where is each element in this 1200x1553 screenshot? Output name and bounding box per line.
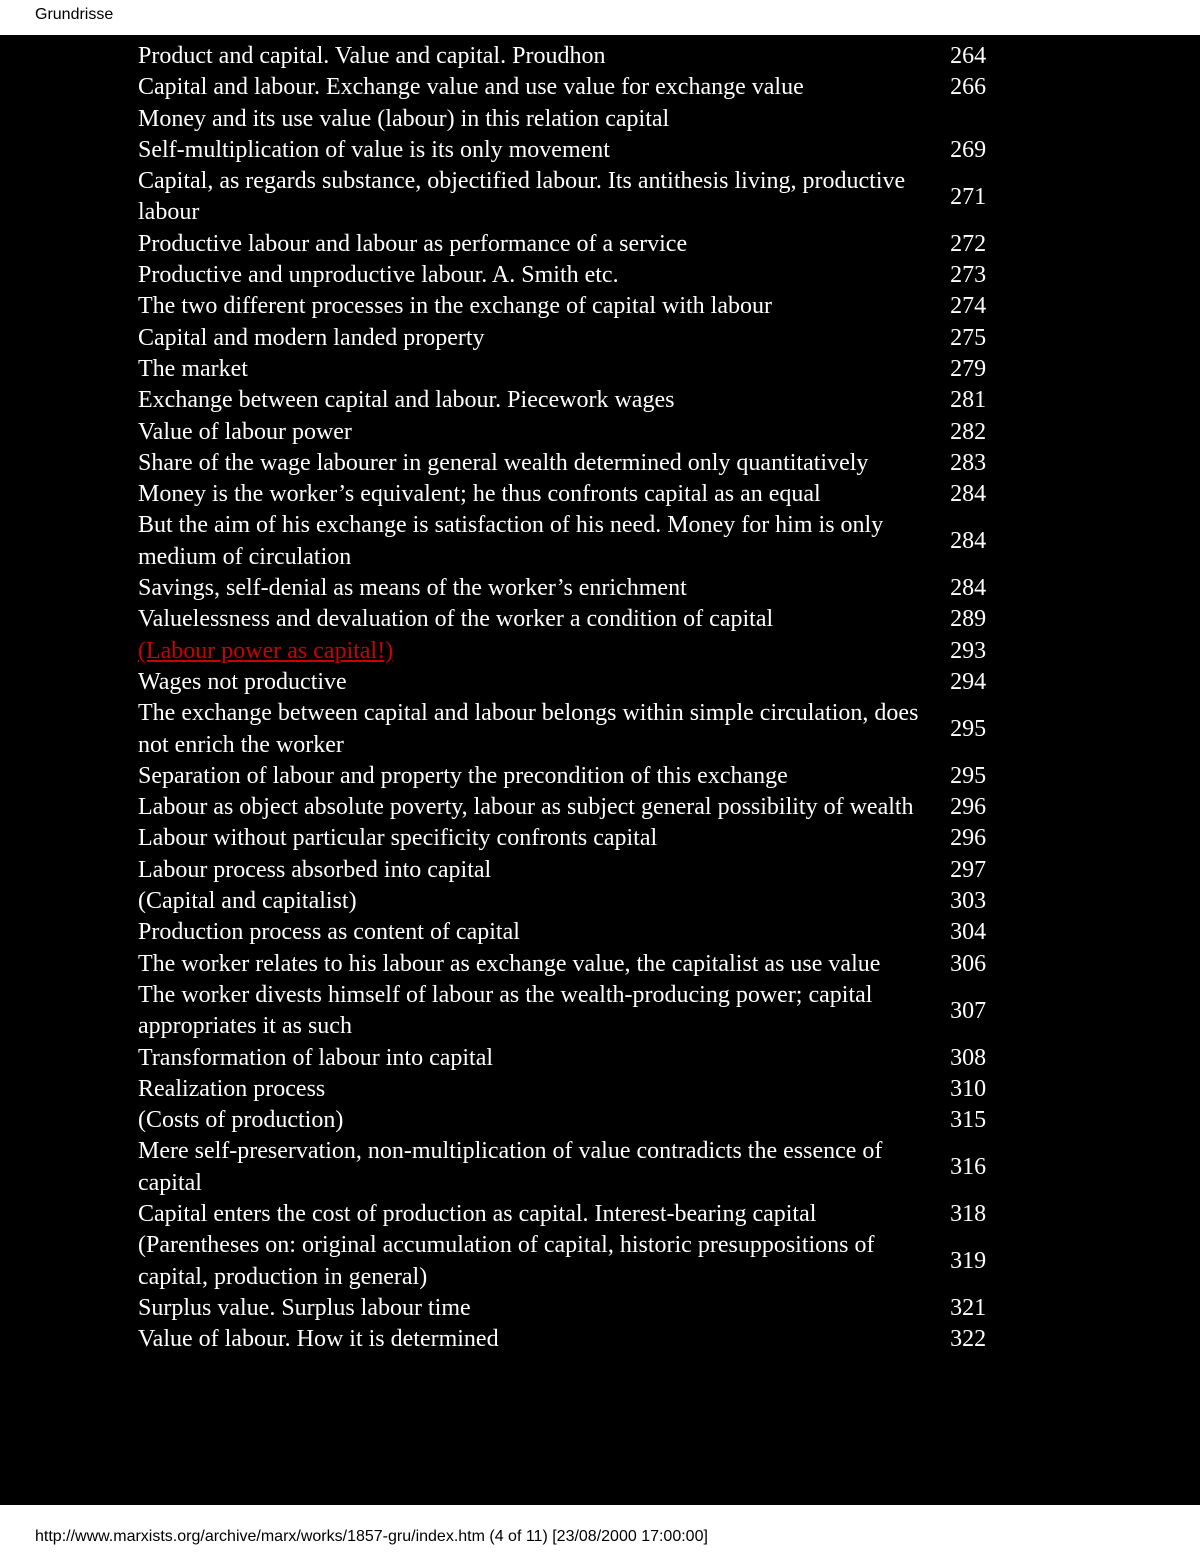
toc-entry-page xyxy=(948,104,998,135)
toc-entry-title: The exchange between capital and labour belongs within simple circulation, does not enrich the worker xyxy=(138,700,919,758)
toc-entry-title-cell xyxy=(138,980,948,1043)
toc-row xyxy=(138,323,998,354)
toc-entry-page: 283 xyxy=(950,449,987,476)
toc-row xyxy=(138,636,998,667)
toc-entry-title: Wages not productive xyxy=(138,668,347,695)
toc-entry-title-cell xyxy=(138,104,948,135)
toc-entry-title-cell xyxy=(138,260,948,291)
toc-row xyxy=(138,354,998,385)
toc-row xyxy=(138,917,998,948)
toc-entry-title-cell xyxy=(138,448,948,479)
toc-row xyxy=(138,72,998,103)
toc-entry-title: The two different processes in the exchange of capital with labour xyxy=(138,293,772,320)
toc-entry-page: 284 xyxy=(950,481,987,508)
toc-entry-title-cell xyxy=(138,1199,948,1230)
toc-entry-title-cell xyxy=(138,949,948,980)
toc-row xyxy=(138,448,998,479)
toc-row xyxy=(138,1074,998,1105)
toc-entry-title: Exchange between capital and labour. Piecework wages xyxy=(138,387,675,414)
toc-entry-title: Value of labour. How it is determined xyxy=(138,1326,499,1353)
toc-entry-title-cell xyxy=(138,1074,948,1105)
toc-entry-title: (Costs of production) xyxy=(138,1107,344,1134)
toc-entry-page: 289 xyxy=(950,606,987,633)
toc-entry-title-cell xyxy=(138,135,948,166)
toc-entry-page: 296 xyxy=(950,825,987,852)
toc-entry-page: 316 xyxy=(950,1154,987,1181)
toc-entry-title: Value of labour power xyxy=(138,418,352,445)
toc-row xyxy=(138,667,998,698)
toc-entry-page: 321 xyxy=(950,1294,987,1321)
toc-entry-title: Labour without particular specificity confronts capital xyxy=(138,825,658,852)
toc-row xyxy=(138,949,998,980)
toc-entry-page: 293 xyxy=(950,637,987,664)
toc-row xyxy=(138,980,998,1043)
toc-entry-page: 282 xyxy=(950,418,987,445)
toc-entry-title: Capital and modern landed property xyxy=(138,324,485,351)
toc-row xyxy=(138,1324,998,1355)
toc-entry-title: Self-multiplication of value is its only movement xyxy=(138,136,610,163)
toc-entry-title-cell xyxy=(138,604,948,635)
toc-row xyxy=(138,135,998,166)
toc-entry-page: 275 xyxy=(950,324,987,351)
toc-entry-title-cell xyxy=(138,291,948,322)
toc-entry-title-cell xyxy=(138,1043,948,1074)
toc-entry-title: Productive labour and labour as performance of a service xyxy=(138,230,688,257)
toc-entry-page: 264 xyxy=(950,43,987,69)
toc-entry-title: Realization process xyxy=(138,1075,326,1102)
toc-entry-title: Capital enters the cost of production as capital. Interest-bearing capital xyxy=(138,1200,817,1227)
toc-entry-page: 303 xyxy=(950,888,987,915)
toc-entry-title: Savings, self-denial as means of the worker’s enrichment xyxy=(138,575,687,602)
toc-entry-page: 304 xyxy=(950,919,987,946)
toc-entry-page: 296 xyxy=(950,794,987,821)
toc-entry-page: 297 xyxy=(950,856,987,883)
toc-entry-page: 284 xyxy=(950,575,987,602)
toc-entry-page: 310 xyxy=(950,1075,987,1102)
toc-body xyxy=(138,41,998,1355)
toc-row xyxy=(138,104,998,135)
toc-row xyxy=(138,229,998,260)
toc-entry-title: Valuelessness and devaluation of the worker a condition of capital xyxy=(138,606,774,633)
toc-entry-link[interactable]: (Labour power as capital!) xyxy=(138,637,394,664)
toc-entry-title-cell xyxy=(138,636,948,667)
toc-entry-title: Money and its use value (labour) in this relation capital xyxy=(138,105,670,132)
toc-entry-title-cell xyxy=(138,1324,948,1355)
toc-entry-title-cell xyxy=(138,823,948,854)
toc-row xyxy=(138,573,998,604)
toc-entry-title: The worker divests himself of labour as the wealth-producing power; capital appropriates it as such xyxy=(138,981,873,1040)
toc-row xyxy=(138,761,998,792)
toc-row xyxy=(138,479,998,510)
toc-row xyxy=(138,260,998,291)
toc-row xyxy=(138,698,998,761)
toc-entry-title-cell xyxy=(138,1293,948,1324)
toc-entry-page: 295 xyxy=(950,715,987,742)
toc-entry-page: 319 xyxy=(950,1247,987,1274)
toc-row xyxy=(138,166,998,229)
toc-entry-title: (Parentheses on: original accumulation of capital, historic presuppositions of capital, production in general) xyxy=(138,1232,875,1290)
toc-entry-page: 274 xyxy=(950,293,987,320)
toc-entry-page: 284 xyxy=(950,528,987,555)
toc-row xyxy=(138,604,998,635)
toc-entry-title-cell xyxy=(138,323,948,354)
toc-entry-title: Capital and labour. Exchange value and use value for exchange value xyxy=(138,74,804,101)
toc-entry-title: (Capital and capitalist) xyxy=(138,888,357,915)
toc-entry-title-cell xyxy=(138,385,948,416)
toc-entry-page: 266 xyxy=(950,74,987,101)
toc-entry-title: Surplus value. Surplus labour time xyxy=(138,1294,471,1321)
toc-entry-title: Mere self-preservation, non-multiplication of value contradicts the essence of capital xyxy=(138,1138,883,1196)
toc-entry-title: Capital, as regards substance, objectified labour. Its antithesis living, productive labour xyxy=(138,168,906,226)
toc-entry-title-cell xyxy=(138,855,948,886)
toc-entry-title: Transformation of labour into capital xyxy=(138,1044,494,1071)
toc-entry-title: Productive and unproductive labour. A. Smith etc. xyxy=(138,262,619,289)
toc-entry-title: Product and capital. Value and capital. Proudhon xyxy=(138,43,606,69)
toc-entry-title-cell xyxy=(138,229,948,260)
toc-entry-title-cell xyxy=(138,573,948,604)
toc-entry-title-cell xyxy=(138,41,948,72)
toc-entry-title-cell xyxy=(138,417,948,448)
toc-entry-title: Share of the wage labourer in general wealth determined only quantitatively xyxy=(138,449,869,476)
toc-entry-page: 322 xyxy=(950,1326,987,1353)
toc-entry-title-cell xyxy=(138,1105,948,1136)
toc-row xyxy=(138,1043,998,1074)
toc-entry-page: 279 xyxy=(950,355,987,382)
toc-row xyxy=(138,1136,998,1199)
toc-entry-page: 318 xyxy=(950,1200,987,1227)
toc-row xyxy=(138,886,998,917)
toc-entry-title: Labour as object absolute poverty, labour as subject general possibility of wealth xyxy=(138,794,914,821)
toc-entry-page: 307 xyxy=(950,997,987,1024)
toc-entry-title-cell xyxy=(138,917,948,948)
toc-entry-title-cell xyxy=(138,667,948,698)
toc-entry-title: Labour process absorbed into capital xyxy=(138,856,492,883)
toc-entry-title-cell xyxy=(138,761,948,792)
toc-row xyxy=(138,41,998,72)
toc-entry-title-cell xyxy=(138,1136,948,1199)
toc-row xyxy=(138,855,998,886)
toc-entry-title: Production process as content of capital xyxy=(138,919,520,946)
toc-entry-page: 269 xyxy=(950,136,987,163)
toc-row xyxy=(138,792,998,823)
toc-entry-title: The market xyxy=(138,355,248,382)
page-header-title: Grundrisse xyxy=(35,6,114,23)
toc-entry-page: 315 xyxy=(950,1107,987,1134)
toc-entry-title-cell xyxy=(138,354,948,385)
toc-row xyxy=(138,417,998,448)
toc-row xyxy=(138,385,998,416)
toc-entry-title-cell xyxy=(138,510,948,573)
toc-entry-title-cell xyxy=(138,479,948,510)
toc-entry-page: 295 xyxy=(950,762,987,789)
toc-entry-page: 272 xyxy=(950,230,987,257)
toc-entry-title-cell xyxy=(138,886,948,917)
toc-entry-title: The worker relates to his labour as exchange value, the capitalist as use value xyxy=(138,950,881,977)
toc-entry-page: 306 xyxy=(950,950,987,977)
toc-entry-title-cell xyxy=(138,166,948,229)
toc-entry-title: Separation of labour and property the precondition of this exchange xyxy=(138,762,788,789)
toc-row xyxy=(138,823,998,854)
toc-entry-page: 273 xyxy=(950,262,987,289)
toc-row xyxy=(138,291,998,322)
toc-entry-page: 281 xyxy=(950,387,987,414)
footer-url: http://www.marxists.org/archive/marx/works/1857-gru/index.htm (4 of 11) [23/08/2000 17:00:00] xyxy=(35,1528,708,1545)
toc-entry-page: 308 xyxy=(950,1044,987,1071)
toc-entry-page: 271 xyxy=(950,183,987,210)
toc-row xyxy=(138,1230,998,1293)
document-content xyxy=(0,35,1200,1505)
toc-entry-title-cell xyxy=(138,698,948,761)
toc-entry-title-cell xyxy=(138,792,948,823)
toc-row xyxy=(138,1105,998,1136)
toc-row xyxy=(138,1293,998,1324)
toc-entry-title-cell xyxy=(138,72,948,103)
toc-entry-title: But the aim of his exchange is satisfaction of his need. Money for him is only medium of circulation xyxy=(138,512,884,570)
toc-entry-page: 294 xyxy=(950,668,987,695)
toc-entry-title-cell xyxy=(138,1230,948,1293)
toc-entry-title: Money is the worker’s equivalent; he thus confronts capital as an equal xyxy=(138,481,821,508)
table-of-contents xyxy=(138,41,998,1355)
toc-row xyxy=(138,510,998,573)
toc-row xyxy=(138,1199,998,1230)
